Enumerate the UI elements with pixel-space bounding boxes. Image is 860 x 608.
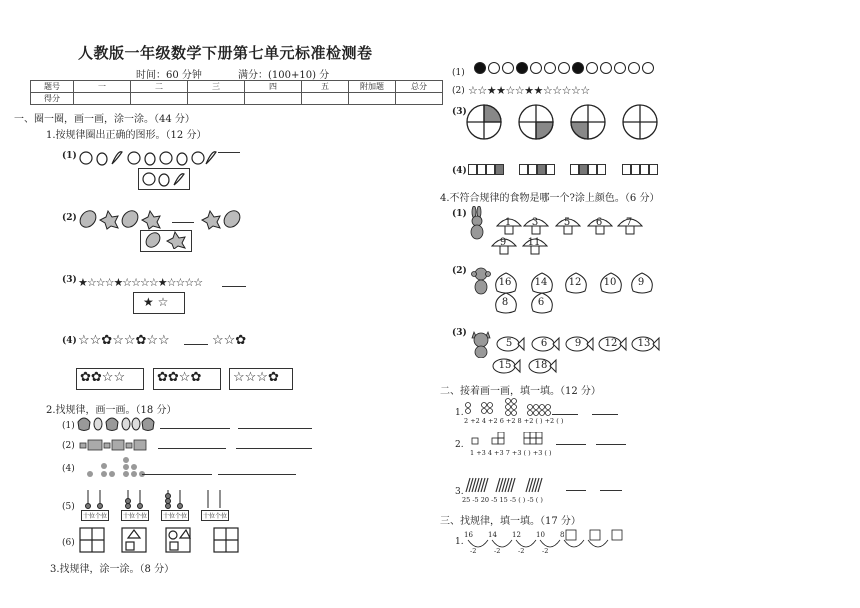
- square-pattern-icon: [468, 164, 504, 175]
- star-pattern-icon: ★☆☆☆★☆☆☆☆★☆☆☆☆: [78, 276, 203, 289]
- q1-label-3: (3): [62, 275, 77, 285]
- circle-pattern-icon: [474, 62, 656, 74]
- answer-line[interactable]: [222, 286, 246, 287]
- shape-grid-pattern-icon: [78, 526, 248, 556]
- chain-number: 16: [464, 531, 473, 539]
- peach-number: 12: [568, 277, 582, 288]
- score-table-cell: 三: [188, 81, 245, 93]
- star-flower-pattern-icon: ☆☆✿☆☆✿☆☆: [78, 333, 170, 348]
- mushroom-item[interactable]: [520, 234, 550, 258]
- rt-label-1: (1): [452, 68, 465, 78]
- peach-number: 14: [534, 277, 548, 288]
- answer-line[interactable]: [592, 414, 618, 415]
- peach-number: 9: [637, 277, 645, 288]
- mushroom-item[interactable]: [585, 214, 615, 238]
- score-table-cell[interactable]: [396, 93, 443, 105]
- fruit-pattern-icon: [78, 146, 218, 168]
- fish-number: 6: [540, 338, 548, 349]
- fish-item[interactable]: [530, 332, 560, 356]
- q1-heading: 1.按规律圈出正确的图形。（12 分）: [46, 130, 207, 141]
- exam-time: 时间：60 分钟: [136, 70, 202, 81]
- q3-heading: 3.找规律，涂一涂。（8 分）: [50, 564, 175, 575]
- mushroom-number: 9: [499, 237, 507, 248]
- fish-number: 9: [574, 338, 582, 349]
- fruit-option-icon: [142, 170, 186, 188]
- answer-line[interactable]: [556, 444, 586, 445]
- section2-heading: 二、接着画一画，填一填。（12 分）: [440, 386, 601, 397]
- peach-item[interactable]: [596, 271, 626, 295]
- answer-line[interactable]: [566, 490, 586, 491]
- fish-item[interactable]: [630, 332, 660, 356]
- mushroom-item[interactable]: [489, 234, 519, 258]
- score-table-cell[interactable]: [349, 93, 396, 105]
- fish-item[interactable]: [527, 354, 557, 378]
- score-table: [30, 80, 443, 105]
- score-table-cell: 附加题: [349, 81, 396, 93]
- sequence-3: 25 -5 20 -5 15 -5 ( ) -5 ( ): [462, 496, 543, 504]
- s2-label-3: 3.: [455, 487, 464, 497]
- abacus-label: 十位个位: [201, 510, 229, 521]
- q4-label-3: (3): [452, 328, 467, 338]
- chain-operator: -2: [518, 547, 525, 555]
- answer-line[interactable]: [218, 152, 240, 153]
- fish-item[interactable]: [491, 354, 521, 378]
- peach-item[interactable]: [527, 291, 557, 315]
- peach-number: 16: [498, 277, 512, 288]
- q1-label-1: (1): [62, 151, 77, 161]
- chain-arcs-icon: [462, 528, 632, 558]
- q1-label-4: (4): [62, 336, 77, 346]
- answer-line[interactable]: [158, 448, 226, 449]
- score-table-cell[interactable]: [188, 93, 245, 105]
- q2-label-3: (4): [62, 464, 75, 474]
- mushroom-number: 3: [531, 217, 539, 228]
- section3-heading: 三、找规律，填一填。（17 分）: [440, 516, 581, 527]
- leaf-option-icon: [143, 231, 189, 249]
- rt-label-3: (3): [452, 107, 467, 117]
- square-growth-pattern-icon: [470, 432, 550, 448]
- acorn-pattern-icon: [76, 414, 160, 432]
- section1-heading: 一、圈一圈，画一画，涂一涂。（44 分）: [14, 114, 195, 125]
- answer-line[interactable]: [600, 490, 622, 491]
- abacus-label: 十位个位: [121, 510, 149, 521]
- chain-number: 8: [560, 531, 565, 539]
- score-table-cell: 得分: [31, 93, 74, 105]
- chain-number: 12: [512, 531, 521, 539]
- star-flower-pattern-icon: ☆☆✿: [212, 333, 247, 348]
- fish-item[interactable]: [495, 332, 525, 356]
- peach-number: 6: [537, 297, 545, 308]
- q4-heading: 4.不符合规律的食物是哪一个?涂上颜色。（6 分）: [440, 193, 660, 204]
- peach-number: 10: [603, 277, 617, 288]
- q2-label-5: (5): [62, 502, 75, 512]
- fish-number: 5: [505, 338, 513, 349]
- fraction-circle-pattern-icon: [464, 102, 664, 142]
- score-table-cell[interactable]: [131, 93, 188, 105]
- q2-label-1: (1): [62, 421, 75, 431]
- answer-line[interactable]: [218, 474, 296, 475]
- peach-item[interactable]: [491, 291, 521, 315]
- score-table-cell: 四: [245, 81, 302, 93]
- q2-label-6: (6): [62, 538, 75, 548]
- mushroom-number: 5: [563, 217, 571, 228]
- fish-number: 12: [604, 338, 618, 349]
- score-table-cell[interactable]: [302, 93, 349, 105]
- fish-number: 13: [637, 338, 651, 349]
- answer-line[interactable]: [142, 474, 212, 475]
- q2-label-2: (2): [62, 441, 75, 451]
- answer-line[interactable]: [236, 448, 312, 449]
- peach-number: 8: [501, 297, 509, 308]
- fish-item[interactable]: [564, 332, 594, 356]
- dot-pattern-icon: [86, 456, 150, 480]
- chain-number: 10: [536, 531, 545, 539]
- chain-operator: -2: [470, 547, 477, 555]
- star-pattern-icon: ☆☆★★☆☆★★☆☆☆☆☆: [468, 84, 590, 97]
- star-option-icon: ★ ☆: [143, 295, 169, 309]
- chain-number: 14: [488, 531, 497, 539]
- q4-label-1: (1): [452, 209, 467, 219]
- answer-line[interactable]: [160, 428, 230, 429]
- sequence-2: 1 +3 4 +3 7 +3 ( ) +3 ( ): [470, 449, 552, 457]
- answer-line[interactable]: [238, 428, 312, 429]
- score-table-cell: 题号: [31, 81, 74, 93]
- chain-operator: -2: [542, 547, 549, 555]
- fish-number: 18: [534, 360, 548, 371]
- q4-label-2: (2): [452, 266, 467, 276]
- score-table-cell: 五: [302, 81, 349, 93]
- answer-line[interactable]: [596, 444, 626, 445]
- chain-operator: -2: [494, 547, 501, 555]
- q1-label-2: (2): [62, 213, 77, 223]
- s2-label-2: 2.: [455, 440, 464, 450]
- answer-line[interactable]: [172, 222, 194, 223]
- score-table-cell: 一: [74, 81, 131, 93]
- mushroom-number: 6: [595, 217, 603, 228]
- abacus-label: 十位个位: [161, 510, 189, 521]
- score-table-cell[interactable]: [245, 93, 302, 105]
- option-icon: ✿✿☆☆: [80, 370, 126, 385]
- peach-item[interactable]: [561, 271, 591, 295]
- rabbit-icon: [466, 206, 488, 240]
- page-title: 人教版一年级数学下册第七单元标准检测卷: [78, 44, 373, 62]
- mushroom-number: 7: [625, 217, 633, 228]
- mushroom-number: 1: [504, 217, 512, 228]
- fish-item[interactable]: [597, 332, 627, 356]
- option-icon: ☆☆☆✿: [233, 370, 279, 385]
- exam-score: 满分：(100+10) 分: [238, 70, 330, 81]
- abacus-label: 十位个位: [81, 510, 109, 521]
- s3-label-1: 1.: [455, 537, 464, 547]
- ring-pattern-icon: [462, 398, 552, 418]
- mushroom-item[interactable]: [615, 214, 645, 238]
- leaf-pattern-icon: [200, 208, 244, 230]
- score-table-cell[interactable]: [74, 93, 131, 105]
- square-pattern-icon: [570, 164, 606, 175]
- answer-line[interactable]: [184, 344, 208, 345]
- mushroom-number: 11: [527, 237, 541, 248]
- score-table-cell: 二: [131, 81, 188, 93]
- score-table-cell: 总分: [396, 81, 443, 93]
- sequence-1: 2 +2 4 +2 6 +2 8 +2 ( ) +2 ( ): [464, 417, 564, 425]
- block-pattern-icon: [78, 437, 156, 453]
- mushroom-item[interactable]: [553, 214, 583, 238]
- rt-label-4: (4): [452, 166, 467, 176]
- q2-heading: 2.找规律，画一画。（18 分）: [46, 405, 177, 416]
- tally-pattern-icon: [464, 476, 564, 494]
- option-icon: ✿✿☆✿: [157, 370, 202, 385]
- peach-item[interactable]: [627, 271, 657, 295]
- square-pattern-icon: [622, 164, 658, 175]
- leaf-pattern-icon: [78, 208, 168, 230]
- rt-label-2: (2): [452, 86, 465, 96]
- square-pattern-icon: [519, 164, 555, 175]
- answer-line[interactable]: [552, 414, 578, 415]
- fish-number: 15: [498, 360, 512, 371]
- s2-label-1: 1.: [455, 408, 464, 418]
